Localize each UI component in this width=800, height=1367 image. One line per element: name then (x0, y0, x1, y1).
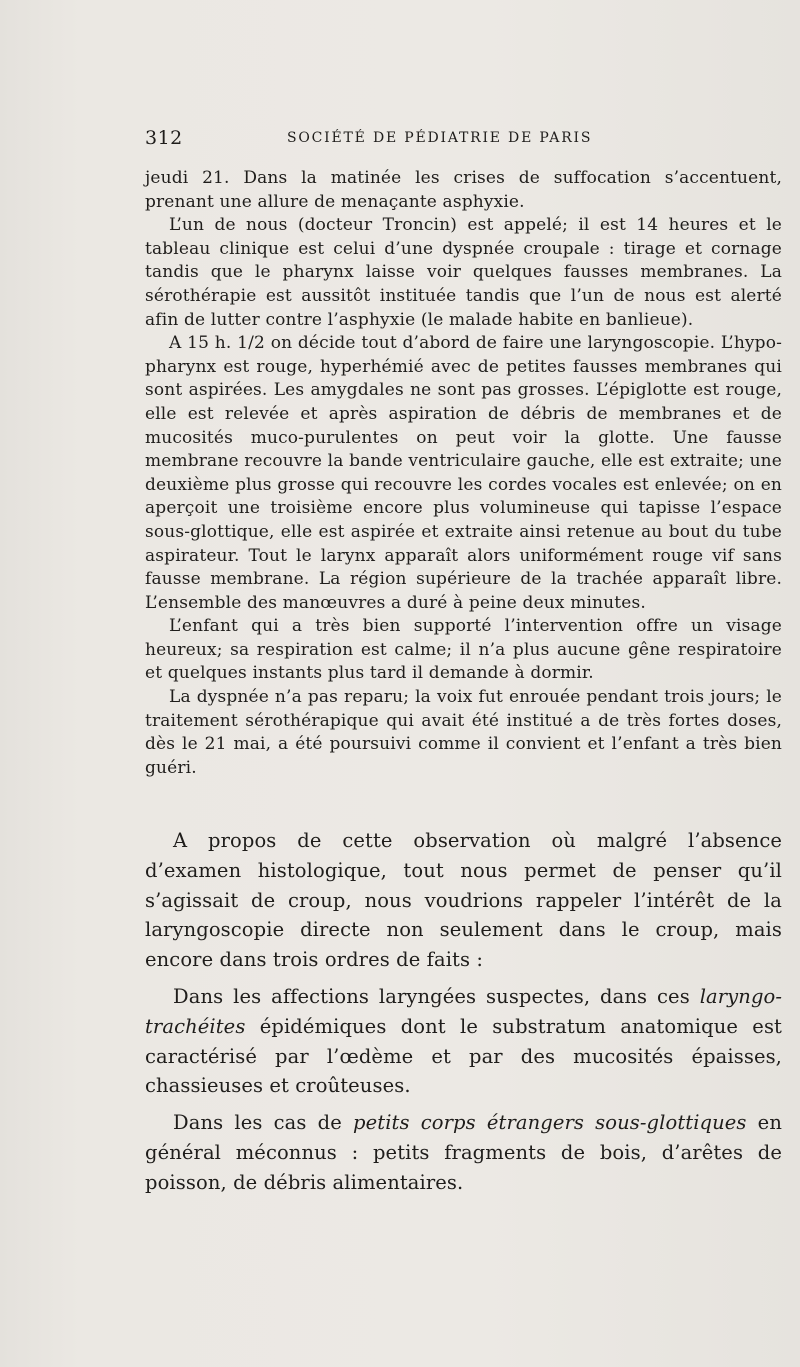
commentary-paragraph-3 (145, 1108, 782, 1197)
observation-paragraph-5: La dyspnée n’a pas reparu; la voix fut enrouée pendant trois jours; le traitement sérothérapique qui avait été institué a de très fortes doses, dès le 21 mai, a été poursuivi comme il convient et l’enfant a très bien guéri. (145, 687, 782, 778)
commentary-text: Dans les cas de (173, 1111, 354, 1135)
commentary-text: en général méconnus : petits fragments de bois, d’arêtes de poisson, de débris alimentaires. (145, 1111, 782, 1194)
running-head: SOCIÉTÉ DE PÉDIATRIE DE PARIS (287, 130, 593, 146)
page-header (145, 127, 782, 153)
commentary-paragraph-2 (145, 982, 782, 1101)
observation-paragraph-4: L’enfant qui a très bien supporté l’intervention offre un visage heureux; sa respiration est calme; il n’a plus aucune gêne respiratoire et quelques instants plus tard il demande à dormir. (145, 616, 782, 684)
observation-paragraph-3: A 15 h. 1/2 on décide tout d’abord de faire une laryngoscopie. L’hypo-pharynx est rouge, hyperhémié avec de petites fausses membranes qui sont aspirées. Les amygdales ne sont pas grosses. L’épiglotte est rouge, elle est relevée et après aspiration de débris de membranes et de mucosités muco-purulentes on peut voir la glotte. Une fausse membrane recouvre la bande ventriculaire gauche, elle est extraite; une deuxième plus grosse qui recouvre les cordes vocales est enlevée; on en aperçoit une troisième encore plus volumineuse qui tapisse l’espace sous-glottique, elle est aspirée et extraite ainsi retenue au bout du tube aspirateur. Tout le larynx apparaît alors uniformément rouge vif sans fausse membrane. La région supérieure de la trachée apparaît libre. L’ensemble des manœuvres a duré à peine deux minutes. (145, 333, 782, 613)
italic-term: petits corps étrangers sous-glottiques (353, 1111, 747, 1135)
italic-term: laryngotrachéites (145, 984, 782, 1038)
case-observation (145, 167, 782, 780)
page-number: 312 (145, 127, 183, 149)
commentary-text: épidémiques dont le substratum anatomique est caractérisé par l’œdème et par des mucosités épaisses, chassieuses et croûteuses. (145, 1014, 782, 1098)
observation-paragraph-1: jeudi 21. Dans la matinée les crises de suffocation s’accentuent, prenant une allure de menaçante asphyxie. (145, 168, 782, 212)
observation-paragraph-2: L’un de nous (docteur Troncin) est appelé; il est 14 heures et le tableau clinique est celui d’une dyspnée croupale : tirage et cornage tandis que le pharynx laisse voir quelques fausses membranes. La sérothérapie est aussitôt instituée tandis que l’un de nous est alerté afin de lutter contre l’asphyxie (le malade habite en banlieue). (145, 215, 782, 330)
commentary-paragraph-1: A propos de cette observation où malgré l’absence d’examen histologique, tout nous permet de penser qu’il s’agissait de croup, nous voudrions rappeler l’intérêt de la laryngoscopie directe non seulement dans le croup, mais encore dans trois ordres de faits : (145, 829, 782, 972)
commentary (145, 826, 782, 1198)
commentary-text: Dans les affections laryngées suspectes, dans ces (173, 984, 700, 1008)
